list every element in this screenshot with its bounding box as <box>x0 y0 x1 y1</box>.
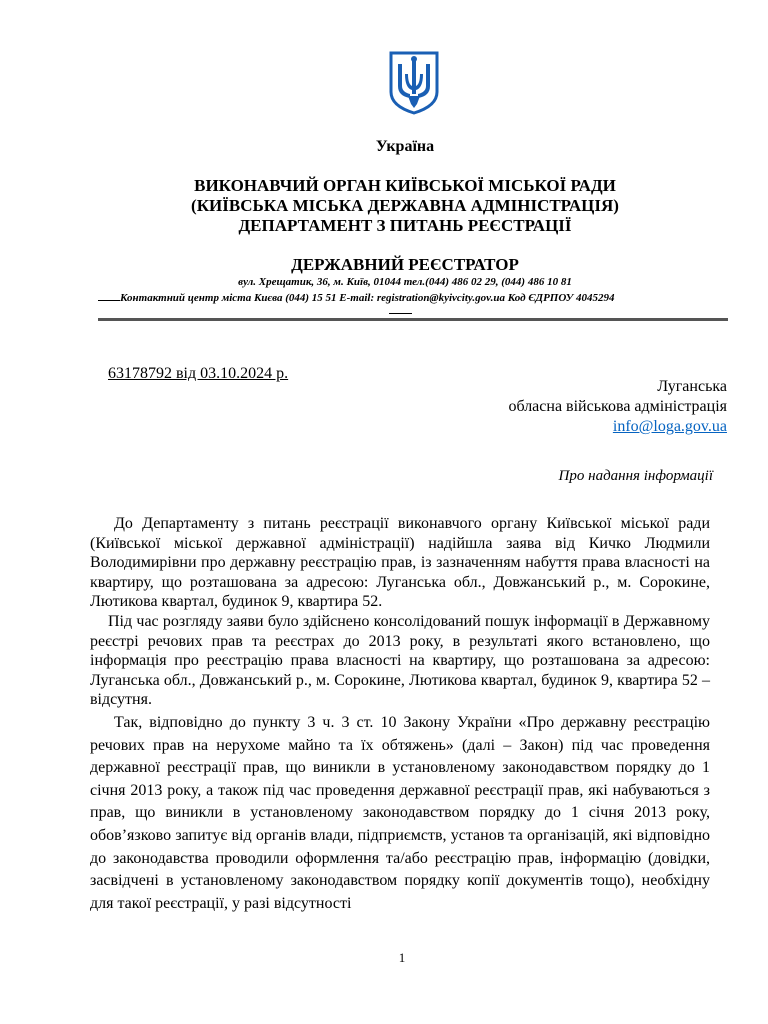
addressee-email-link[interactable]: info@loga.gov.ua <box>612 418 727 435</box>
underline-lead <box>98 289 120 301</box>
address-line: вул. Хрещатик, 36, м. Київ, 01044 тел.(044) 486 02 29, (044) 486 10 81 <box>238 276 572 288</box>
addressee-block <box>508 377 727 437</box>
organization-name: ВИКОНАВЧИЙ ОРГАН КИЇВСЬКОЇ МІСЬКОЇ РАДИ (КИЇВСЬКА МІСЬКА ДЕРЖАВНА АДМІНІСТРАЦІЯ) ДЕПАРТАМЕНТ З ПИТАНЬ РЕЄСТРАЦІЇ <box>191 176 619 235</box>
addressee-line-2: обласна військова адміністрація <box>508 398 727 415</box>
page-number: 1 <box>398 950 406 965</box>
coat-of-arms-icon <box>388 50 440 116</box>
contact-line-text: Контактний центр міста Києва (044) 15 51 E-mail: registration@kyivcity.gov.ua Код ЄДРПОУ 4045294 <box>120 292 615 304</box>
body-paragraph-3: Так, відповідно до пункту 3 ч. 3 ст. 10 Закону України «Про державну реєстрацію речових прав на нерухоме майно та їх обтяжень» (далі – Закон) під час проведення державної реєстрації прав, що виникли в установленому законодавством порядку до 1 січня 2013 року, а також під час проведення державної реєстрації прав, які набуваються з прав, що виникли в установленому законодавством порядку до 1 січня 2013 року, обов’язково запитує від органів влади, підприємств, установ та організацій, які відповідно до законодавства проводили оформлення та/або реєстрацію прав, інформацію (довідки, засвідчені в установленому законодавством порядку копії документів тощо), необхідну для такої реєстрації, у разі відсутності <box>90 714 710 912</box>
letter-subject: Про надання інформації <box>558 468 713 484</box>
header-divider <box>98 318 728 321</box>
reference-text: 63178792 від 03.10.2024 р. <box>108 365 289 382</box>
registrar-title: ДЕРЖАВНИЙ РЕЄСТРАТОР <box>291 255 519 274</box>
addressee-line-1: Луганська <box>657 378 727 395</box>
country-name: Україна <box>375 138 435 155</box>
body-paragraph-1: До Департаменту з питань реєстрації виконавчого органу Київської міської ради (Київської міської державної адміністрації) надійшла заява від Кичко Людмили Володимирівни про державну реєстрацію прав, із зазначенням набуття права власності на квартиру, що розташована за адресою: Луганська обл., Довжанський р., м. Сорокине, Лютикова квартал, будинок 9, квартира 52. <box>90 515 710 611</box>
header-mark <box>389 313 412 314</box>
reference-number <box>108 364 288 384</box>
contact-line <box>98 289 738 305</box>
body-paragraph-2: Під час розгляду заяви було здійснено консолідований пошук інформації в Державному реєстрі речових прав та реєстрах до 2013 року, в результаті якого встановлено, що інформація про реєстрацію права власності на квартиру, що розташована за адресою: Луганська обл., Довжанський р., м. Сорокине, Лютикова квартал, будинок 9, квартира 52 – відсутня. <box>90 613 710 709</box>
